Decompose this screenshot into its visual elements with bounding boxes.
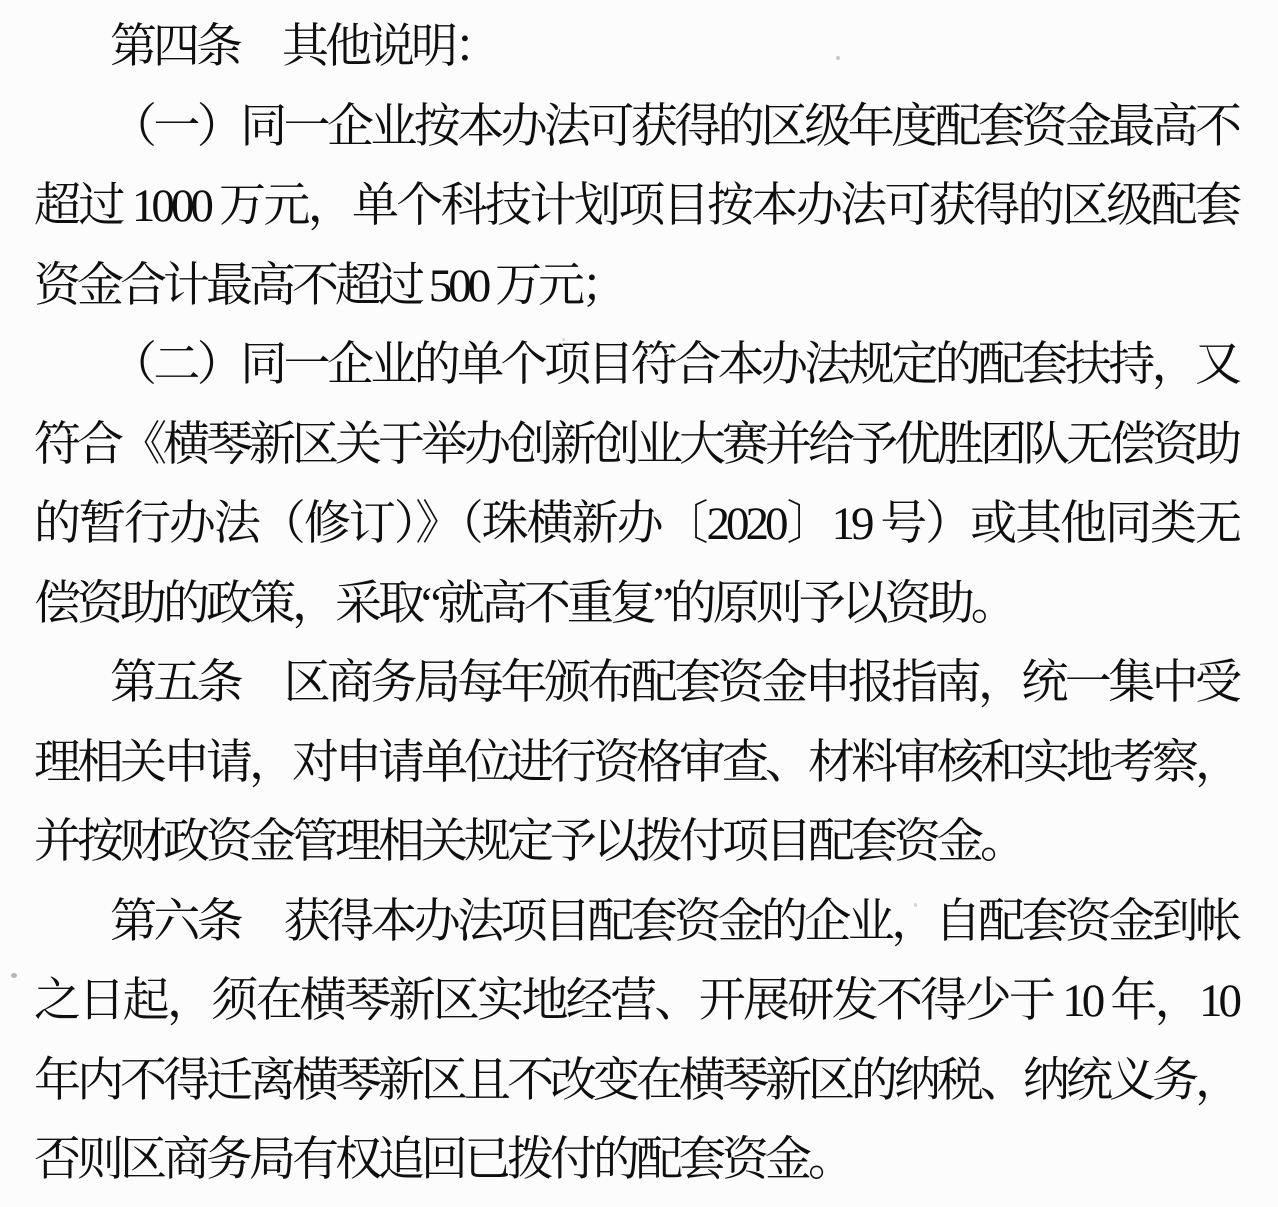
article-6-line: 第六条 获得本办法项目配套资金的企业，自配套资金到帐 xyxy=(110,895,1238,948)
clause-2-line: （二）同一企业的单个项目符合本办法规定的配套扶持，又 xyxy=(110,339,1238,391)
clause-1-line: （一）同一企业按本办法可获得的区级年度配套资金最高不 xyxy=(110,100,1238,153)
article-6-line: 年内不得迁离横琴新区且不改变在横琴新区的纳税、纳统义务， xyxy=(34,1054,1238,1107)
document-text-block xyxy=(34,8,1238,1201)
scan-speck xyxy=(562,338,565,341)
clause-2-line: 符合《横琴新区关于举办创新创业大赛并给予优胜团队无偿资助 xyxy=(34,418,1238,471)
scan-speck xyxy=(836,56,840,60)
article-5-line: 并按财政资金管理相关规定予以拨付项目配套资金。 xyxy=(34,816,1023,868)
article-6-line: 之日起，须在横琴新区实地经营、开展研发不得少于 10 年，10 xyxy=(34,975,1238,1027)
clause-1-line: 超过 1000 万元，单个科技计划项目按本办法可获得的区级配套 xyxy=(34,180,1238,232)
article-6-line: 否则区商务局有权追回已拨付的配套资金。 xyxy=(34,1134,851,1186)
article-5-line: 理相关申请，对申请单位进行资格审查、材料审核和实地考察， xyxy=(34,736,1238,789)
clause-1-line: 资金合计最高不超过 500 万元； xyxy=(34,259,624,312)
scan-speck xyxy=(914,903,917,907)
article-5-line: 第五条 区商务局每年颁布配套资金申报指南，统一集中受 xyxy=(110,657,1238,709)
clause-2-line: 偿资助的政策，采取“就高不重复”的原则予以资助。 xyxy=(34,577,1014,630)
article-4-heading-line: 第四条 其他说明： xyxy=(110,21,497,73)
scan-speck xyxy=(11,973,17,978)
clause-2-line: 的暂行办法（修订）》（珠横新办〔2020〕19 号）或其他同类无 xyxy=(34,498,1238,550)
